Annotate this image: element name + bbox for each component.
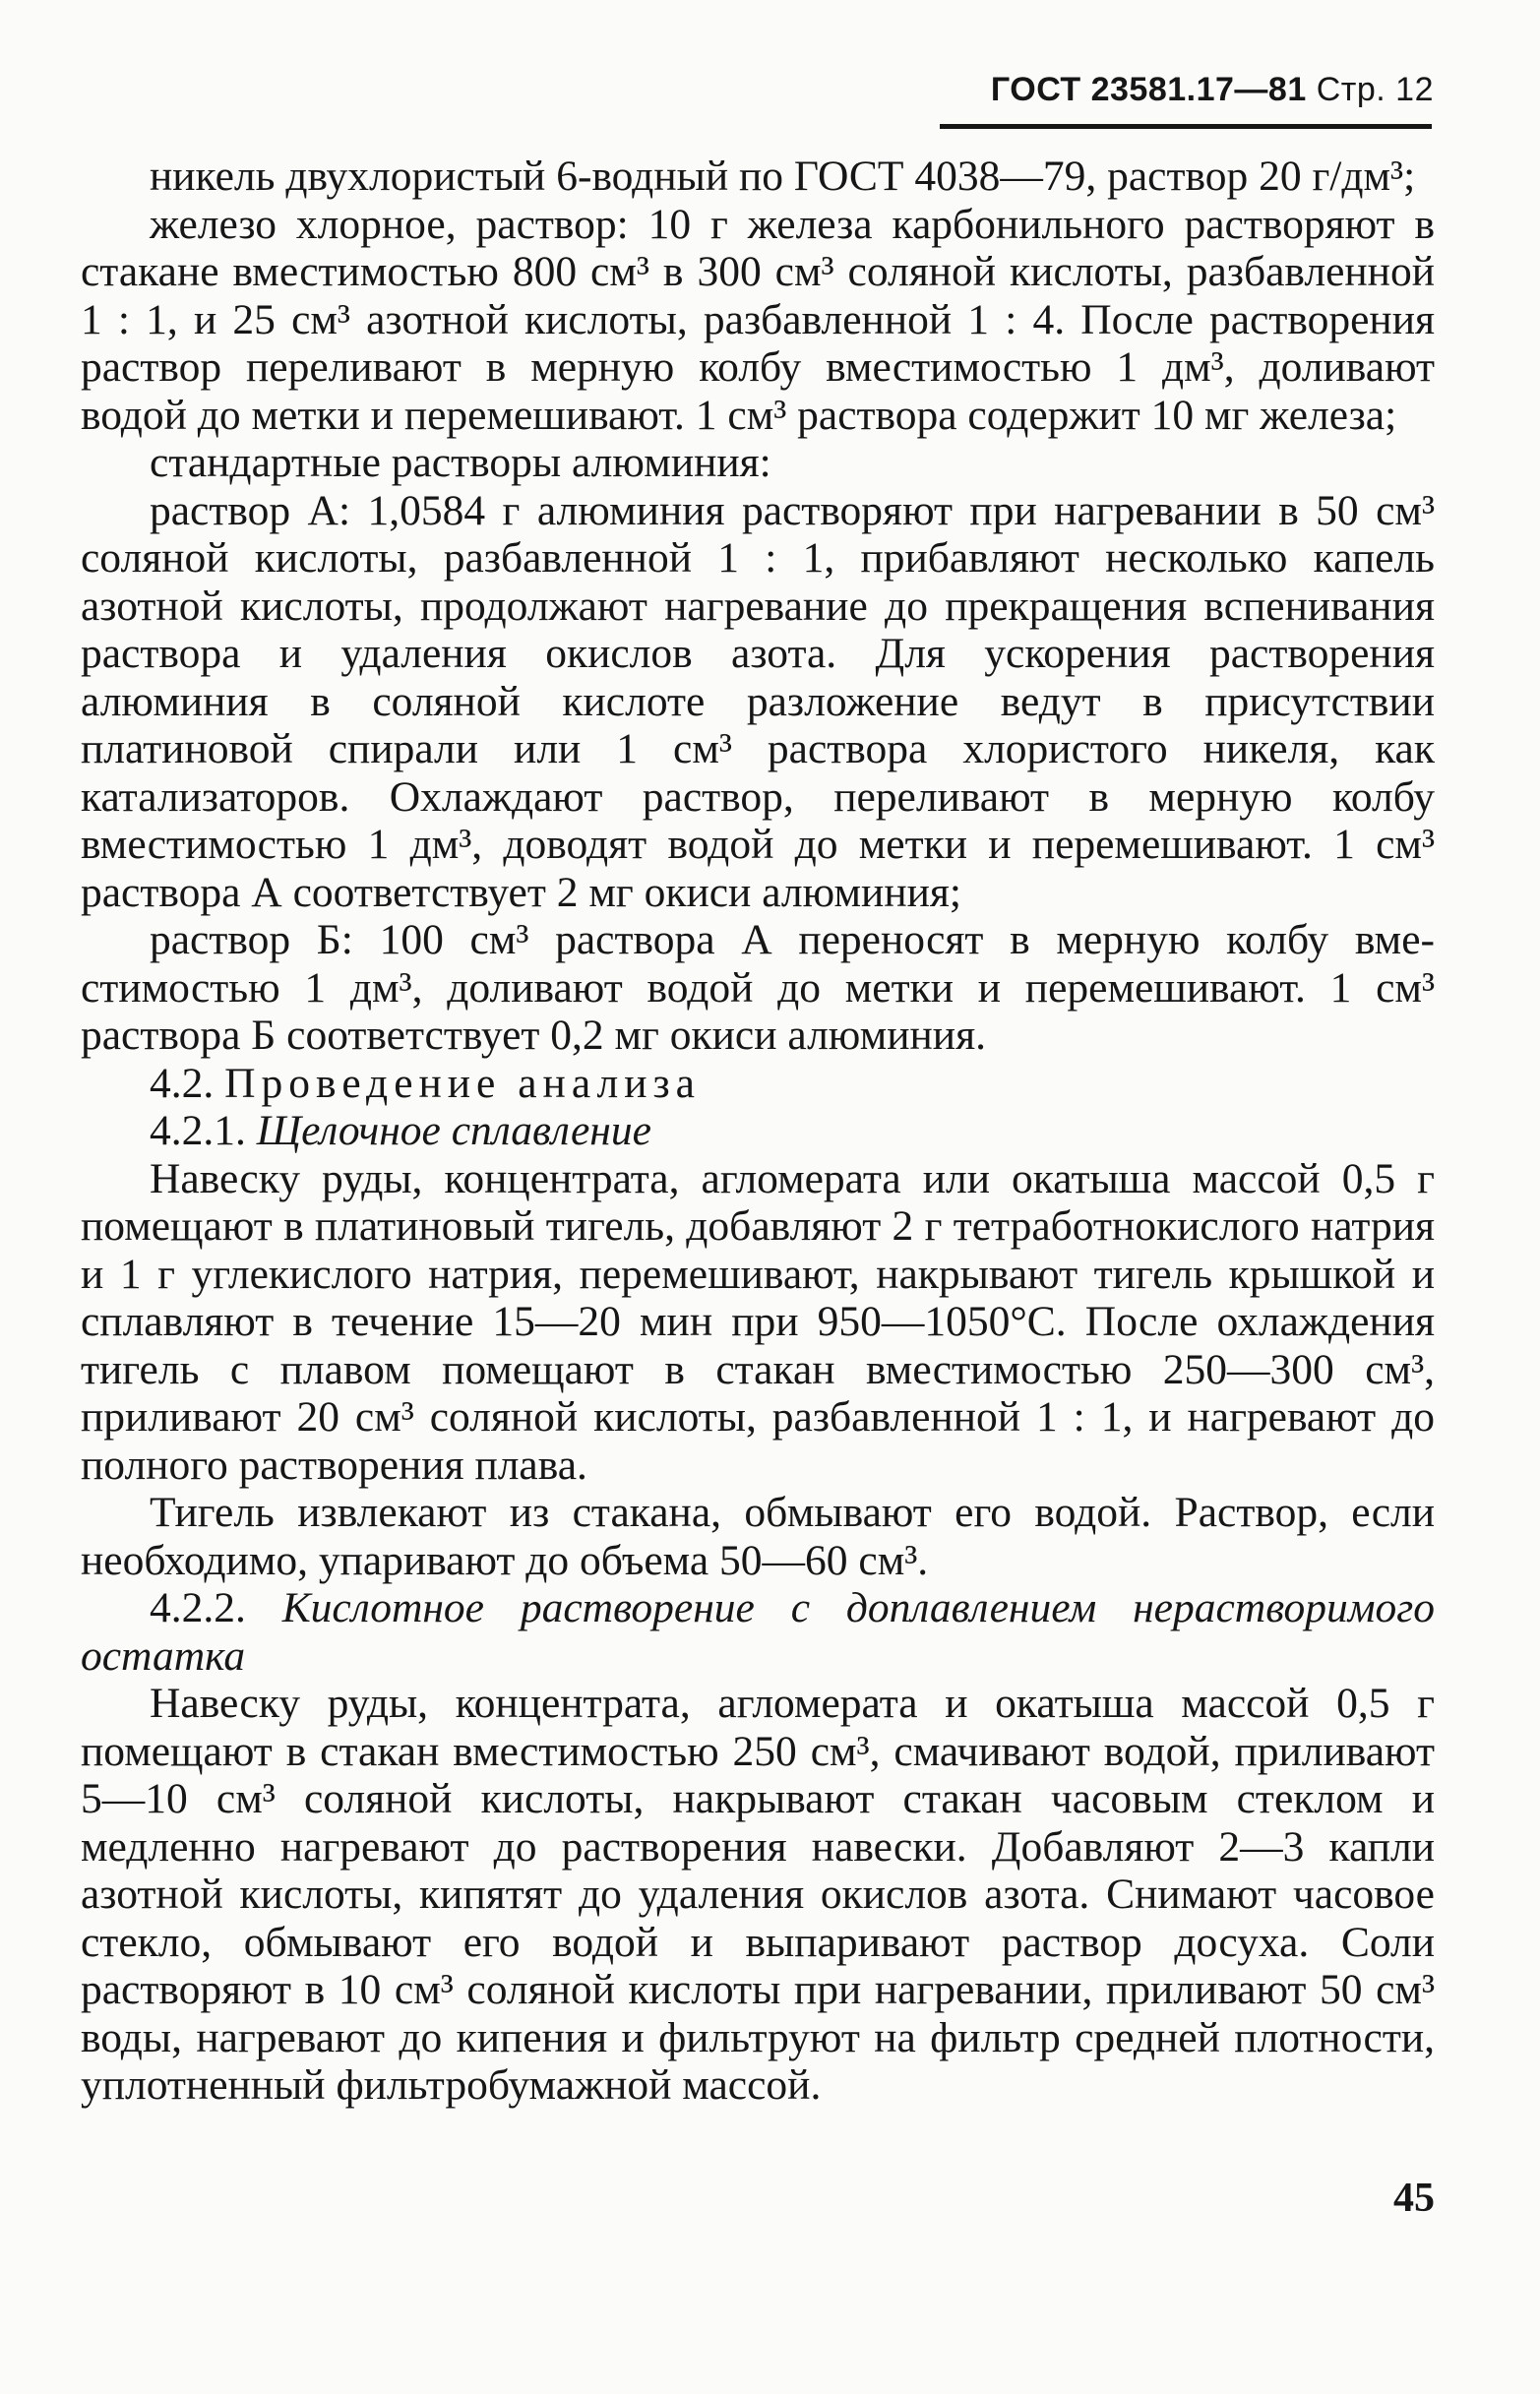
section-heading-4-2 bbox=[81, 1060, 1435, 1108]
page-label: Стр. 12 bbox=[1316, 71, 1434, 108]
section-number: 4.2.2. bbox=[150, 1584, 246, 1631]
header-rule bbox=[940, 124, 1432, 129]
section-heading-4-2-1 bbox=[81, 1107, 1435, 1155]
paragraph-solution-a: раствор А: 1,0584 г алюминия растворяют при нагревании в 50 см³ соляной кислоты, разбавленной 1 : 1, прибавляют несколько капель азотной кислоты, продолжают нагревание до прекращения вспенивания раствора и удаления окислов азота. Для ускорения растворения алюминия в соляной кислоте разложение ведут в присутствии платиновой спирали или 1 см³ раствора хлористого никеля, как катализаторов. Охлаждают раствор, переливают в мерную колбу вместимостью 1 дм³, доводят водой до метки и перемешивают. 1 см³ раствора А соответствует 2 мг окиси алюминия; bbox=[81, 486, 1435, 916]
standard-number: ГОСТ 23581.17—81 bbox=[990, 71, 1307, 108]
section-number: 4.2.1. bbox=[150, 1107, 246, 1154]
paragraph-crucible-removal: Тигель извлекают из стакана, обмывают его водой. Раствор, если необходимо, упаривают до объема 50—60 см³. bbox=[81, 1489, 1435, 1584]
paragraph-solution-b: раствор Б: 100 см³ раствора А переносят в мерную колбу вместимостью 1 дм³, доливают водой до метки и перемешивают. 1 см³ раствора Б соответствует 0,2 мг окиси алюминия. bbox=[81, 916, 1435, 1059]
paragraph-standard-solutions: стандартные растворы алюминия: bbox=[150, 439, 771, 486]
paragraph-nickel: никель двухлористый 6-водный по ГОСТ 4038—79, раствор 20 г/дм³; bbox=[150, 153, 1416, 200]
page-number: 45 bbox=[1393, 2176, 1435, 2221]
paragraph-acid-dissolution: Навеску руды, концентрата, агломерата и окатыша массой 0,5 г помещают в стакан вместимостью 250 см³, смачивают водой, приливают 5—10 см³ соляной кислоты, накрывают стакан часовым стеклом и медленно нагревают до растворения навески. Добавляют 2—3 капли азотной кислоты, кипятят до удаления окислов азота. Снимают часовое стекло, обмывают его водой и выпаривают раствор досуха. Соли растворяют в 10 см³ соляной кислоты при нагревании, приливают 50 см³ воды, нагревают до кипения и фильтруют на фильтр средней плотности, уплотненный фильтробумажной массой. bbox=[81, 1680, 1435, 2109]
body-text bbox=[81, 153, 1435, 2110]
paragraph-iron-chloride: железо хлорное, раствор: 10 г железа карбонильного растворяют в стакане вместимостью 800 см³ в 300 см³ соляной кислоты, разбавленной 1 : 1, и 25 см³ азотной кислоты, разбавленной 1 : 4. После растворения раствор переливают в мерную колбу вместимостью 1 дм³, доливают водой до метки и перемешивают. 1 см³ раствора содержит 10 мг железа; bbox=[81, 200, 1435, 439]
section-heading-4-2-2 bbox=[81, 1584, 1435, 1680]
paragraph-alkaline-fusion: Навеску руды, концентрата, агломерата или окатыша массой 0,5 г помещают в платиновый тигель, добавляют 2 г тетработнокислого натрия и 1 г углекислого натрия, перемешивают, накрывают тигель крышкой и сплавляют в течение 15—20 мин при 950—1050°С. После охлаждения тигель с плавом помещают в стакан вместимостью 250—300 см³, приливают 20 см³ соляной кислоты, разбавленной 1 : 1, и нагревают до полного растворения плава. bbox=[81, 1154, 1435, 1489]
section-title: Кислотное растворение с доплавлением нерастворимого остатка bbox=[81, 1584, 1435, 1680]
page-header bbox=[940, 71, 1434, 109]
section-number: 4.2. bbox=[150, 1059, 215, 1107]
section-title: Проведение анализа bbox=[224, 1059, 701, 1107]
section-title: Щелочное сплавление bbox=[256, 1107, 651, 1154]
